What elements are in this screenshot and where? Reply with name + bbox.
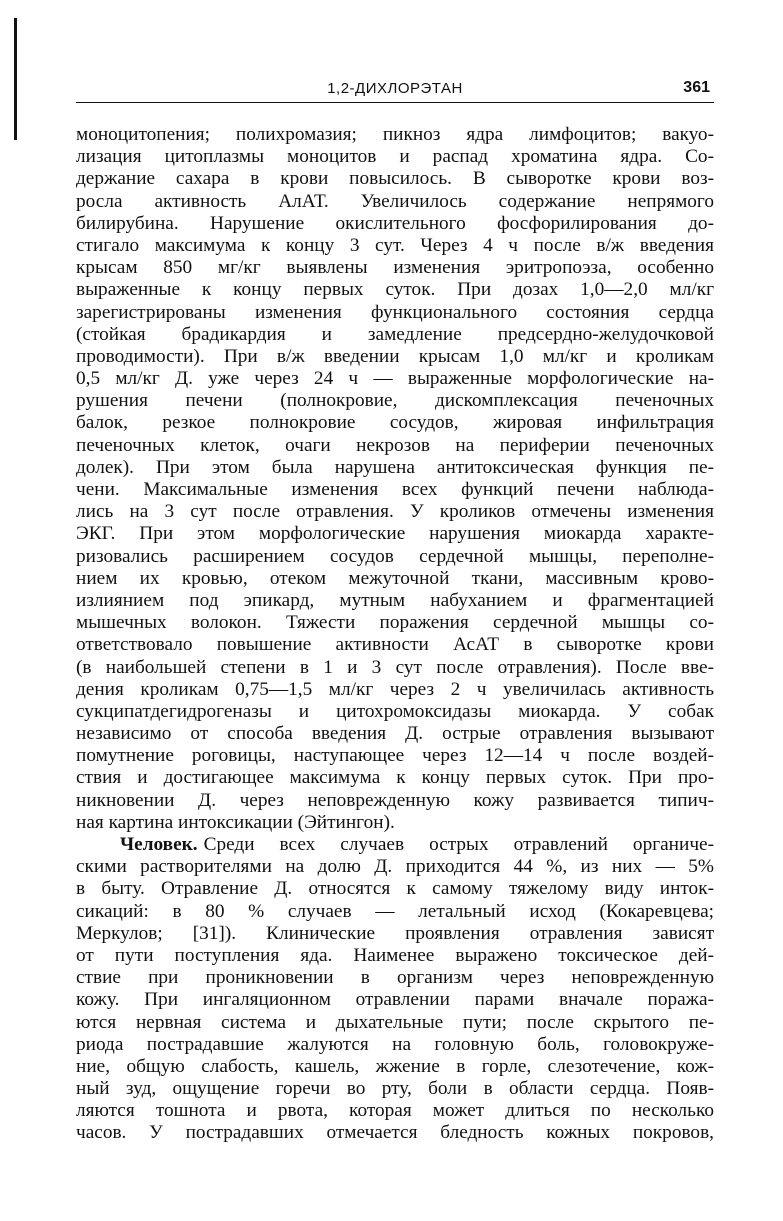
text-line: крысам 850 мг/кг выявлены изменения эритропоэза, особенно <box>76 257 714 279</box>
text-line: билирубина. Нарушение окислительного фосфорилирования до- <box>76 212 714 234</box>
text-line: чени. Максимальные изменения всех функций печени наблюда- <box>76 479 714 500</box>
text-line: ются нервная система и дыхательные пути; после скрытого пе- <box>76 1011 714 1033</box>
text-line: лись на 3 сут после отравления. У кроликов отмечены изменения <box>76 501 714 523</box>
text-line: мышечных волокон. Тяжести поражения сердечной мышцы со- <box>76 612 714 634</box>
text-line: рушения печени (полнокровие, дискомплексация печеночных <box>76 390 714 412</box>
text-line: излиянием под эпикард, мутным набуханием и фрагментацией <box>76 589 714 611</box>
running-title: 1,2-ДИХЛОРЭТАН <box>327 80 463 97</box>
text-line: нием их кровью, отеком межуточной ткани, массивным крово- <box>76 567 714 589</box>
text-line: независимо от способа введения Д. острые отравления вызывают <box>76 723 714 745</box>
text-line: (стойкая брадикардия и замедление предсердно-желудочковой <box>76 323 714 345</box>
text-line: ЭКГ. При этом морфологические нарушения миокарда характе- <box>76 523 714 545</box>
text-line: скими растворителями на долю Д. приходится 44 %, из них — 5% <box>76 856 714 878</box>
paragraph-2-first-line-text: Среди всех случаев острых отравлений органиче- <box>203 834 714 855</box>
text-line: стигало максимума к концу 3 сут. Через 4 ч после в/ж введения <box>76 234 714 256</box>
text-line: балок, резкое полнокровие сосудов, жировая инфильтрация <box>76 412 714 434</box>
text-line: ствие при проникновении в организм через неповрежденную <box>76 967 714 989</box>
text-line: держание сахара в крови повысилось. В сыворотке крови воз- <box>76 168 714 190</box>
text-line: риода пострадавшие жалуются на головную боль, головокруже- <box>76 1033 714 1055</box>
text-line: ный зуд, ощущение горечи во рту, боли в области сердца. Появ- <box>76 1078 714 1100</box>
section-lead-human: Человек. <box>120 834 198 855</box>
text-line: сикаций: в 80 % случаев — летальный исход (Кокаревцева; <box>76 900 714 922</box>
text-line: ответствовало повышение активности АсАТ в сыворотке крови <box>76 634 714 656</box>
text-line: ризовались расширением сосудов сердечной мышцы, переполне- <box>76 545 714 567</box>
paragraph-1 <box>76 124 714 834</box>
text-line: ляются тошнота и рвота, которая может длиться по несколько <box>76 1100 714 1122</box>
text-line: кожу. При ингаляционном отравлении парами вначале поража- <box>76 989 714 1011</box>
text-line: зарегистрированы изменения функционального состояния сердца <box>76 301 714 323</box>
text-line: помутнение роговицы, наступающее через 12—14 ч после воздей- <box>76 745 714 767</box>
text-line: часов. У пострадавших отмечается бледность кожных покровов, <box>76 1122 714 1144</box>
running-header <box>76 78 714 103</box>
text-line: Меркулов; [31]). Клинические проявления отравления зависят <box>76 922 714 944</box>
text-line: дения кроликам 0,75—1,5 мл/кг через 2 ч увеличилась активность <box>76 678 714 700</box>
text-line: моноцитопения; полихромазия; пикноз ядра лимфоцитов; вакуо- <box>76 124 714 145</box>
paragraph-2 <box>76 856 714 1144</box>
text-line: от пути поступления яда. Наименее выражено токсическое дей- <box>76 944 714 966</box>
text-line: ствия и достигающее максимума к концу первых суток. При про- <box>76 767 714 789</box>
text-line: в быту. Отравление Д. относятся к самому тяжелому виду инток- <box>76 878 714 900</box>
paragraph-2-first-line <box>76 834 714 856</box>
text-line: проводимости). При в/ж введении крысам 1,0 мл/кг и кроликам <box>76 345 714 367</box>
text-line: лизация цитоплазмы моноцитов и распад хроматина ядра. Со- <box>76 146 714 168</box>
text-line: никновении Д. через неповрежденную кожу развивается типич- <box>76 789 714 811</box>
text-line: ная картина интоксикации (Эйтингон). <box>76 811 395 833</box>
text-line: росла активность АлАТ. Увеличилось содержание непрямого <box>76 190 714 212</box>
text-line: (в наибольшей степени в 1 и 3 сут после отравления). После вве- <box>76 656 714 678</box>
page-number: 361 <box>683 79 710 96</box>
text-line: ние, общую слабость, кашель, жжение в горле, слезотечение, кож- <box>76 1055 714 1077</box>
text-line: долек). При этом была нарушена антитоксическая функция пе- <box>76 456 714 478</box>
body-text <box>76 124 714 1145</box>
page-edge-mark <box>14 18 17 140</box>
text-line: сукципатдегидрогеназы и цитохромоксидазы миокарда. У собак <box>76 700 714 722</box>
text-line: выраженные к концу первых суток. При дозах 1,0—2,0 мл/кг <box>76 279 714 301</box>
text-line: 0,5 мл/кг Д. уже через 24 ч — выраженные морфологические на- <box>76 368 714 390</box>
text-line: печеночных клеток, очаги некрозов на периферии печеночных <box>76 434 714 456</box>
